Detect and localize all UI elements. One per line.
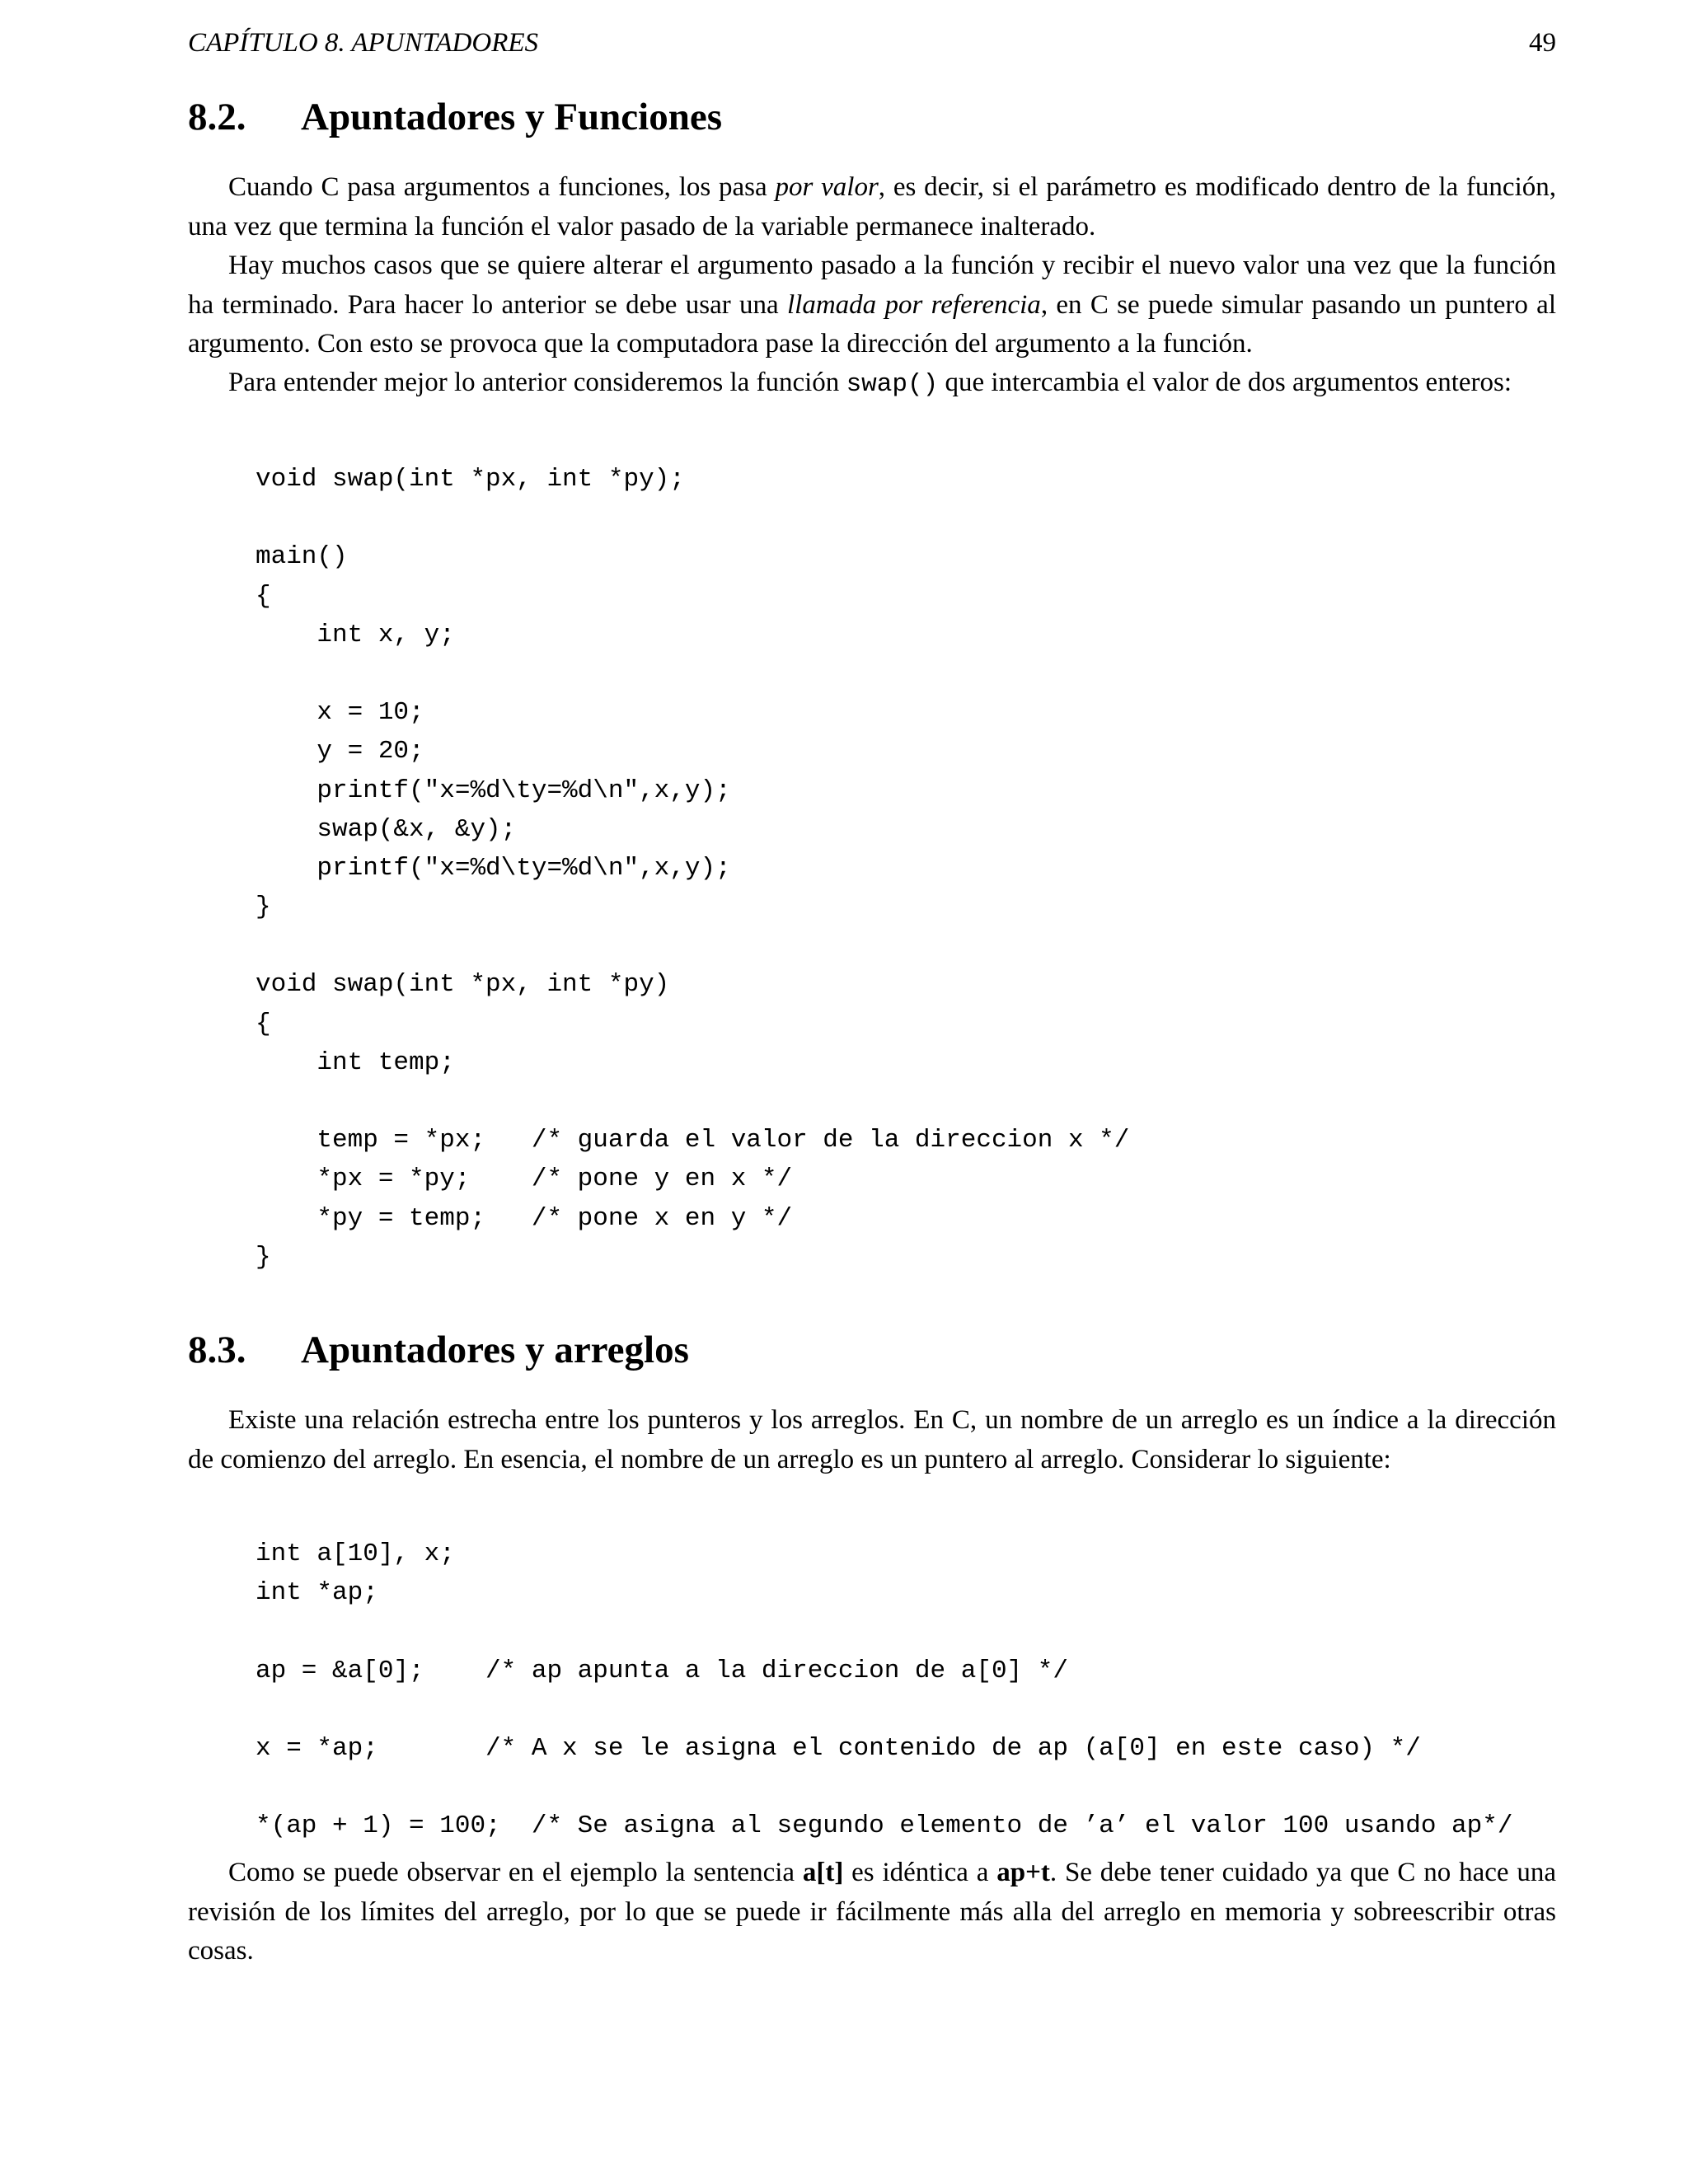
paragraph-text: es idéntica a: [843, 1858, 997, 1887]
paragraph-text: Cuando C pasa argumentos a funciones, los pasa: [228, 172, 776, 202]
paragraph-text: , es decir, si el parámetro es modificado dentro de la función, una vez que termina la función el valor pasado de la variable permanece inalterado.: [188, 172, 1556, 241]
code-line: [256, 1612, 1512, 1651]
code-line: main(): [256, 542, 348, 572]
paragraph-text: Para entender mejor lo anterior consideremos la función: [228, 368, 846, 397]
code-line: void swap(int *px, int *py): [256, 970, 670, 1000]
code-line: [256, 654, 1129, 693]
code-line: [256, 926, 1129, 965]
emphasis-text: llamada por referencia: [787, 289, 1041, 320]
code-line: }: [256, 893, 271, 922]
section-heading-8-3: [188, 1325, 689, 1375]
code-line: *py = temp; /* pone x en y */: [256, 1203, 793, 1233]
section-number: 8.3.: [188, 1329, 246, 1371]
code-block-arrays: [256, 1535, 1512, 1846]
code-line: int x, y;: [256, 620, 455, 649]
code-line: printf("x=%d\ty=%d\n",x,y);: [256, 776, 731, 805]
code-line: x = *ap; /* A x se le asigna el contenido de ap (a[0] en este caso) */: [256, 1733, 1421, 1763]
code-line: int a[10], x;: [256, 1540, 455, 1568]
code-line: [256, 1082, 1129, 1121]
paragraph-text: Como se puede observar en el ejemplo la sentencia: [228, 1858, 803, 1887]
bold-text: a[t]: [802, 1858, 844, 1887]
section-heading-8-2: [188, 92, 722, 142]
bold-text: ap+t: [996, 1858, 1050, 1887]
paragraph: Existe una relación estrecha entre los punteros y los arreglos. En C, un nombre de un arreglo es un índice a la dirección de comienzo del arreglo. En esencia, el nombre de un arreglo es un puntero al arreglo. Considerar lo siguiente:: [188, 1405, 1556, 1474]
code-line: *(ap + 1) = 100; /* Se asigna al segundo elemento de ’a’ el valor 100 usando ap*/: [256, 1811, 1513, 1841]
paragraph: [188, 1854, 1556, 1971]
code-line: ap = &a[0]; /* ap apunta a la direccion de a[0] */: [256, 1656, 1068, 1685]
running-header: [188, 28, 1556, 61]
code-block-swap: [256, 460, 1129, 1277]
paragraph-text: Hay muchos casos que se quiere alterar el argumento pasado a la función y recibir el nuevo valor una vez que la función ha terminado. Para hacer lo anterior se debe usar una: [188, 251, 1556, 320]
section-number: 8.2.: [188, 96, 246, 138]
section-title: Apuntadores y Funciones: [301, 96, 723, 138]
code-line: int temp;: [256, 1047, 455, 1077]
code-line: swap(&x, &y);: [256, 814, 517, 844]
section-title: Apuntadores y arreglos: [301, 1329, 689, 1371]
code-line: [256, 1768, 1512, 1807]
code-line: printf("x=%d\ty=%d\n",x,y);: [256, 853, 731, 883]
emphasis-text: por valor: [775, 172, 879, 202]
paragraph-text: . Se debe tener cuidado ya que C no hace una revisión de los límites del arreglo, por lo que se puede ir fácilmente más alla del arreglo en memoria y sobreescribir otras cosas.: [188, 1858, 1556, 1966]
code-line: temp = *px; /* guarda el valor de la direccion x */: [256, 1126, 1130, 1155]
code-line: [256, 499, 1129, 537]
paragraph: [188, 363, 1556, 405]
code-line: void swap(int *px, int *py);: [256, 465, 685, 494]
chapter-title: CAPÍTULO 8. APUNTADORES: [188, 28, 539, 58]
code-line: [256, 1690, 1512, 1729]
paragraph-text: , en C se puede simular pasando un puntero al argumento. Con esto se provoca que la computadora pase la dirección del argumento a la función.: [188, 289, 1557, 359]
code-line: x = 10;: [256, 698, 424, 728]
inline-code: swap(): [846, 370, 939, 399]
paragraph: [188, 246, 1556, 364]
paragraph-text: que intercambia el valor de dos argumentos enteros:: [938, 368, 1512, 397]
code-line: {: [256, 581, 271, 611]
paragraph: [188, 168, 1556, 246]
code-line: y = 20;: [256, 737, 424, 766]
code-line: *px = *py; /* pone y en x */: [256, 1165, 793, 1194]
code-line: }: [256, 1242, 271, 1272]
code-line: int *ap;: [256, 1578, 378, 1608]
page-number: 49: [1529, 28, 1556, 58]
code-line: {: [256, 1009, 271, 1038]
